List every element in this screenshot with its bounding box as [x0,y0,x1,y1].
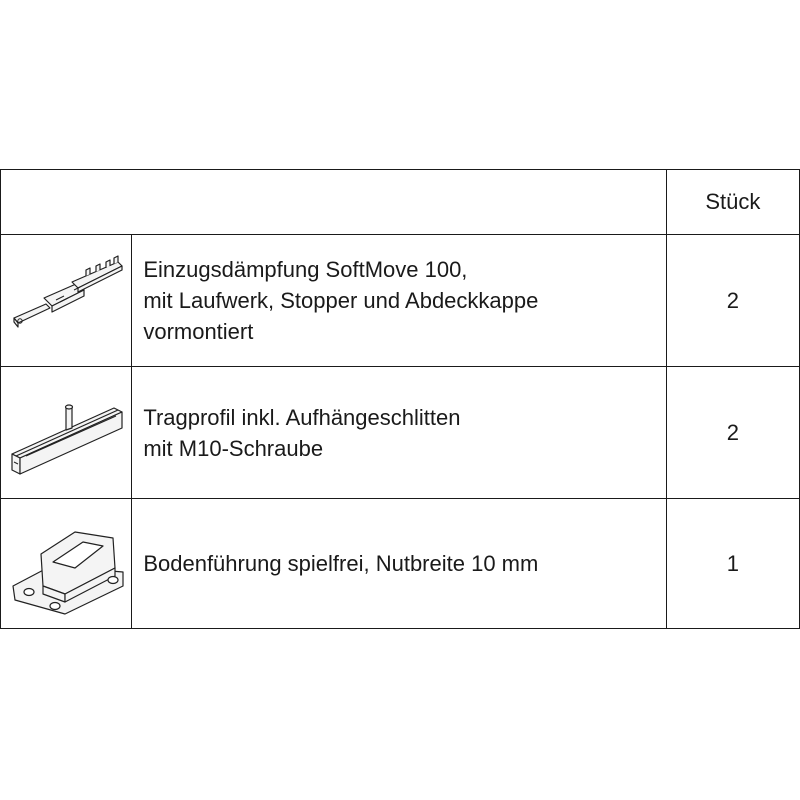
support-profile-icon [6,378,126,488]
item-description [132,367,666,499]
item-quantity: 2 [666,235,799,367]
item-description [132,499,666,629]
quantity-header: Stück [666,170,799,235]
image-cell [1,367,132,499]
description-line: mit M10-Schraube [143,435,324,461]
header-empty-cell [1,170,667,235]
table-row [1,235,800,367]
description-line: vormontiert [143,319,254,344]
image-cell [1,499,132,629]
parts-table [0,169,800,629]
description-line: Tragprofil inkl. Aufhängeschlitten [143,404,461,430]
softmove-damper-icon [6,246,126,356]
description-line: Bodenführung spielfrei, Nutbreite 10 mm [143,551,539,576]
table-row [1,499,800,629]
table-header-row [1,170,800,235]
floor-guide-icon [5,508,127,620]
image-cell [1,235,132,367]
item-quantity: 1 [666,499,799,629]
table-row [1,367,800,499]
description-line: Einzugsdämpfung SoftMove 100, [143,257,468,282]
item-description [132,235,666,367]
item-quantity: 2 [666,367,799,499]
description-line: mit Laufwerk, Stopper und Abdeckkappe [143,288,539,313]
